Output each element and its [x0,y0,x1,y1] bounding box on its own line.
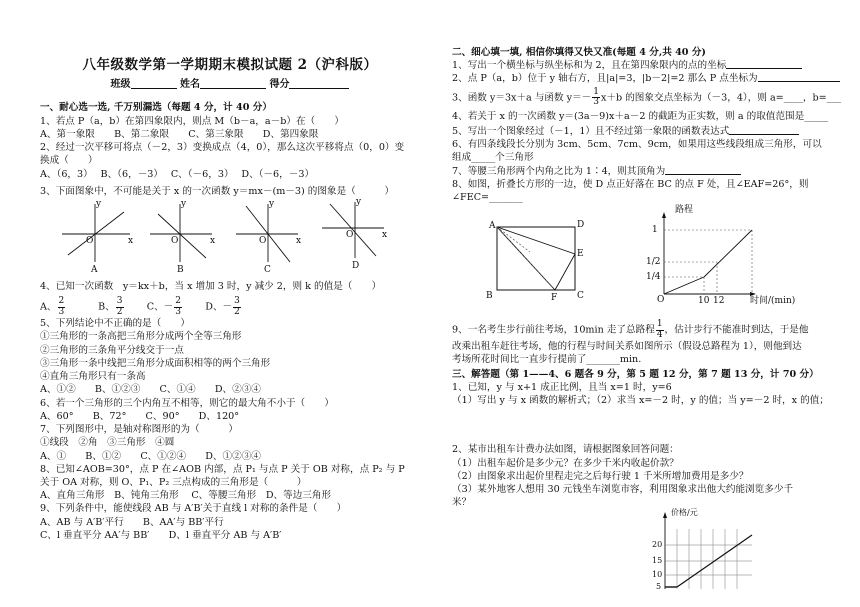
price-ytick-10: 10 [652,570,663,580]
question-5-options: A、①② B、①②③ C、①④ D、②③④ [40,384,261,396]
fill-5-blank[interactable] [729,134,799,135]
rect-label-e: E [577,249,584,260]
rect-label-b: B [486,291,493,302]
score-blank[interactable] [289,78,349,89]
graph-c [236,204,298,262]
section-3-heading: 三、解答题（第 1——4、6 题各 9 分，第 5 题 12 分，第 7 题 13 分，计 70 分） [452,368,819,380]
graph-d-o: O [346,230,354,241]
graph-c-x: x [296,236,302,247]
route-ytick-quarter: 1/4 [646,272,661,283]
question-7-items: ①线段 ②角 ③三角形 ④圆 [40,437,175,449]
fill-6-cont: 组成_____个三角形 [452,152,534,164]
route-xtick-12: 12 [713,296,725,307]
q5-item-4: ④直角三角形只有一条高 [40,371,146,383]
graph-d-x: x [382,230,388,241]
q4-option-d: D、－ [205,301,233,313]
graph-c-label: C [264,265,271,276]
question-4: 4、已知一次函数 y＝kx＋b，当 x 增加 3 时，y 减少 2，则 k 的值是（ ） [40,281,382,293]
route-ytick-1: 1 [652,225,658,236]
class-blank[interactable] [131,78,177,89]
q4-option-c: C、－ [146,301,174,313]
question-3: 3、下面图象中，不可能是关于 x 的一次函数 y＝mx－(m－3) 的图象是（ ） [40,185,395,197]
name-label: 姓名 [180,78,200,90]
q4-frac-d: $\frac{3}{2}$ [234,296,240,317]
route-origin: O [657,295,665,306]
graph-b-label: B [177,265,184,276]
graph-b [150,204,212,262]
question-3-graphs [40,197,420,278]
solve-2-part-3: （3）某外地客人想用 30 元钱坐车浏览市容，利用图象求出他大约能浏览多少千 [452,483,794,495]
fill-3-frac: $\frac{1}{3}$ [593,86,599,108]
graph-a-x: x [128,236,134,247]
section-1-heading: 一、耐心选一选, 千万别漏选（每题 4 分，计 40 分） [40,102,272,114]
price-chart-area [452,508,840,592]
graph-c-y: y [269,199,275,210]
price-ytick-5: 5 [656,582,662,592]
q4-option-a: A、 [40,301,57,313]
question-2: 2、经过一次平移可将点（－2，3）变换成点（4，0），那么这次平移将点（0，0）变 [40,142,405,154]
graph-d-label: D [352,261,360,272]
question-6-options: A、60° B、72° C、90° D、120° [40,410,240,422]
question-7: 7、下列图形中，是轴对称图形的为（ ） [40,424,238,436]
solve-1-answer-space[interactable] [452,407,840,443]
rect-label-c: C [577,291,584,302]
name-blank[interactable] [200,78,266,89]
question-2-cont: 换成（ ） [40,155,98,167]
left-column [40,0,420,542]
solve-2-part-1: （1）出租车起价是多少元？在多少千米内收起价款？ [452,457,679,469]
q5-item-2: ②三角形的三条角平分线交于一点 [40,344,184,356]
fill-5: 5、写出一个图象经过（－1，1）且不经过第一象限的函数表达式 [452,125,840,138]
price-chart-ylabel: 价格/元 [671,508,698,518]
fill-9: 9、一名考生步行前往考场，10min 走了总路程 $\frac{1}{4}$ ，估计步行不能准时到达，于是他 [452,319,809,340]
graph-a-label: A [91,265,98,276]
question-8: 8、已知∠AOB=30°，点 P 在∠AOB 内部，点 P₁ 与点 P 关于 OB 对称，点 P₂ 与 P [40,463,405,475]
route-ytick-half: 1/2 [646,257,661,268]
graph-c-o: O [259,236,267,247]
fill-2: 2、点 P（a，b）位于 y 轴右方，且|a|=3，|b－2|=2 那么 P 点坐标为 [452,72,840,85]
question-9-options-1: A、AB 与 A′B′平行 B、AA′与 BB′平行 [40,516,224,528]
q4-frac-a: $\frac{2}{3}$ [58,296,65,317]
question-4-options [40,297,420,317]
question-6: 6、若一个三角形的三个内角互不相等，则它的最大角不小于（ ） [40,397,334,409]
score-label: 得分 [269,78,290,90]
fill-4: 4、若关于 x 的一次函数 y＝(3a－9)x＋a－2 的截距为正实数，则 a 的取值范围是_____ [452,110,829,122]
header-fields [40,78,420,92]
fill-1-blank[interactable] [726,68,802,69]
rect-label-d: D [577,220,585,231]
q4-frac-c: $\frac{2}{3}$ [175,296,182,317]
question-1: 1、若点 P（a，b）在第四象限内，则点 M（b－a，a－b）在（ ） [40,115,344,127]
rect-label-f: F [551,293,558,304]
graph-a-o: O [86,236,94,247]
route-chart-xlabel: 时间/(min) [750,296,796,307]
fill-2-blank[interactable] [758,81,840,82]
question-8-options: A、直角三角形 B、钝角三角形 C、等腰三角形 D、等边三角形 [40,490,332,502]
fill-7: 7、等腰三角形两个内角之比为 1∶4，则其顶角为 [452,165,840,178]
fill-figures [452,206,840,318]
graph-b-y: y [181,199,187,210]
q4-frac-b: $\frac{3}{2}$ [116,296,123,317]
graph-b-x: x [210,236,216,247]
graph-a-y: y [96,199,102,210]
q5-item-3: ③三角形一条中线把三角形分成面积相等的两个三角形 [40,357,271,369]
price-ytick-15: 15 [652,556,663,566]
fill-3: 3、函数 y＝3x＋a 与函数 y＝－ $\frac{1}{3}$ x＋b 的图象交点坐标为（－3，4），则 a=____，b=___ [452,86,842,108]
page-title: 八年级数学第一学期期末模拟试题 2（沪科版） [82,57,378,73]
question-8-cont: 关于 OA 对称，则 O、P₁、P₂ 三点构成的三角形是（ ） [40,476,307,488]
rect-label-a: A [489,221,496,232]
fill-8: 8、如图，折叠长方形的一边，使 D 点正好落在 BC 的点 F 处，且∠EAF=26°，则 [452,178,809,190]
route-xtick-10: 10 [698,296,710,307]
question-9-options-2: C、l 垂直平分 AA′与 BB′ D、l 垂直平分 AB 与 A′B′ [40,529,282,541]
q5-item-1: ①三角形的一条高把三角形分成两个全等三角形 [40,331,242,343]
question-7-options: A、① B、①② C、①②④ D、①②③④ [40,450,261,462]
question-2-options: A、（6，3） B、（6，－3） C、（－6，3） D、（－6，－3） [40,168,315,180]
fill-1: 1、写出一个横坐标与纵坐标和为 2，且在第四象限内的点的坐标 [452,59,840,72]
q4-option-b: B、 [98,301,115,313]
question-5: 5、下列结论中不正确的是（ ） [40,318,191,330]
route-chart-ylabel: 路程 [675,205,694,216]
fill-8-cont: ∠FEC=_______ [452,191,523,203]
right-column [452,46,842,592]
solve-1-parts: （1）写出 y 与 x 函数的解析式；（2）求当 x=－2 时，y 的值；当 y=－2 时，x 的值； [452,395,829,407]
taxi-price-chart [452,509,840,589]
graph-d-y: y [356,197,362,208]
fill-9-frac: $\frac{1}{4}$ [656,319,663,340]
fill-9-cont-1: 改乘出租车赶往考场，他的行程与时间关系如图所示（假设总路程为 1），则他到达 [452,341,802,353]
class-label: 班级 [110,78,131,90]
solve-2-part-2: （2）由图象求出起价里程走完之后每行驶 1 千米所增加费用是多少？ [452,470,749,482]
question-1-options: A、第一象限 B、第二象限 C、第三象限 D、第四象限 [40,128,319,140]
graph-b-o: O [171,236,179,247]
solve-2: 2、某市出租车计费办法如图，请根据图象回答问题： [452,444,679,456]
section-2-heading: 二、细心填一填, 相信你填得又快又准(每题 4 分,共 40 分) [452,47,706,58]
solve-1: 1、已知，y 与 x+1 成正比例，且当 x=1 时，y=6 [452,381,672,393]
question-9: 9、下列条件中，能使线段 AB 与 A′B′关于直线 l 对称的条件是（ ） [40,503,347,515]
fill-9-cont-2: 考场所花时间比一直步行提前了_______min. [452,354,642,366]
fill-7-blank[interactable] [665,174,741,175]
price-ytick-20: 20 [652,540,663,550]
fill-6: 6、有四条线段长分别为 3cm、5cm、7cm、9cm，如果用这些线段组成三角形，可以 [452,139,822,151]
graph-a [62,204,130,262]
solve-2-part-3-cont: 米？ [452,497,472,509]
